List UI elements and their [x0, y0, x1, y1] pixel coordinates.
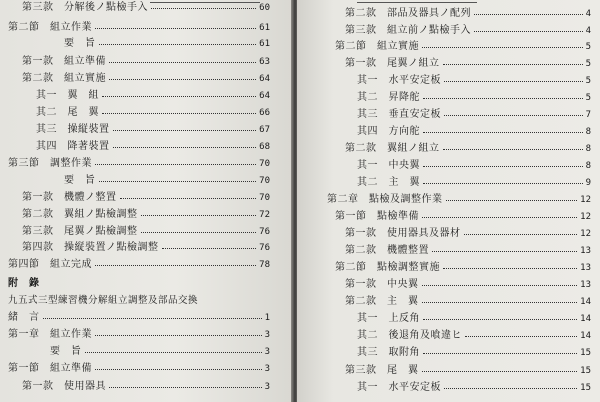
toc-entry-label: 第二節 組立作業	[8, 22, 92, 33]
toc-entry	[357, 176, 591, 190]
toc-entry-page: 5	[585, 76, 591, 86]
toc-entry-label: 第三節 調整作業	[8, 158, 92, 169]
toc-entry-label: 其四 方向舵	[357, 126, 420, 137]
toc-entry-label: 其三 操縦裝置	[36, 124, 110, 135]
toc-entry-label: 第一款 機體ノ整置	[22, 192, 117, 203]
toc-entry	[8, 258, 270, 272]
toc-entry-label: 第一款 使用器具	[22, 381, 106, 392]
toc-entry-page: 5	[585, 42, 591, 52]
toc-entry-page: 1	[264, 313, 270, 323]
toc-entry-label: 第三款 組立前ノ點檢手入	[345, 25, 471, 36]
toc-entry-page: 13	[580, 246, 591, 256]
toc-entry-label: 第一章 組立作業	[8, 329, 92, 340]
toc-entry	[357, 125, 591, 139]
toc-entry	[22, 72, 270, 86]
toc-entry-page: 13	[580, 280, 591, 290]
dot-leader	[99, 44, 257, 45]
toc-entry-label: 其二 尾 翼	[36, 107, 99, 118]
toc-entry-label: 第一節 組立準備	[8, 363, 92, 374]
toc-entry-page: 8	[585, 127, 591, 137]
toc-entry-label: 其一 上反角	[357, 313, 420, 324]
toc-entry-page: 5	[585, 59, 591, 69]
toc-entry	[36, 123, 270, 137]
dot-leader	[423, 319, 577, 320]
toc-entry-label: 緒 言	[8, 312, 40, 323]
toc-entry-label: 其一 中央翼	[357, 160, 420, 171]
toc-entry	[8, 362, 270, 376]
toc-entry-label: 其三 取附角	[357, 347, 420, 358]
toc-entry-page: 8	[585, 161, 591, 171]
toc-entry	[327, 193, 591, 207]
toc-entry-page: 15	[580, 366, 591, 376]
toc-entry-page: 61	[259, 39, 270, 49]
toc-entry-label: 第二款 組立實施	[22, 73, 106, 84]
toc-entry-page: 12	[580, 229, 591, 239]
toc-entry	[345, 24, 591, 38]
toc-entry-label: 第一款 尾翼ノ組立	[345, 58, 440, 69]
toc-entry	[64, 174, 270, 188]
toc-entry-label: 第四款 操縦裝置ノ點檢調整	[22, 242, 159, 253]
toc-entry	[22, 191, 270, 205]
dot-leader	[99, 181, 257, 182]
toc-entry	[50, 345, 270, 359]
dot-leader	[120, 198, 257, 199]
dot-leader	[95, 164, 256, 165]
toc-entry-label: 第二款 翼組ノ組立	[345, 143, 440, 154]
toc-entry-label: 其一 水平安定板	[357, 382, 441, 393]
toc-entry-page: 9	[585, 178, 591, 188]
toc-entry-label: 其一 水平安定板	[357, 75, 441, 86]
toc-entry	[345, 278, 591, 292]
toc-entry	[357, 346, 591, 360]
toc-entry	[357, 74, 591, 88]
toc-entry-label: 第二款 機體整置	[345, 245, 429, 256]
dot-leader	[444, 81, 583, 82]
toc-entry-label: 第一節 點檢準備	[335, 211, 419, 222]
dot-leader	[443, 268, 577, 269]
toc-entry	[357, 381, 591, 395]
toc-entry-page: 76	[259, 243, 270, 253]
toc-entry	[36, 140, 270, 154]
dot-leader	[464, 234, 578, 235]
appendix-title: 附 錄	[8, 278, 40, 289]
toc-entry-page: 14	[580, 331, 591, 341]
toc-entry-page: 4	[585, 9, 591, 19]
dot-leader	[443, 64, 583, 65]
toc-entry	[36, 106, 270, 120]
toc-entry	[335, 261, 591, 275]
toc-entry-label: 其一 翼 組	[36, 90, 99, 101]
dot-leader	[423, 166, 583, 167]
dot-leader	[162, 248, 257, 249]
dot-leader	[141, 215, 257, 216]
dot-leader	[95, 28, 256, 29]
dot-leader	[43, 318, 262, 319]
toc-entry-page: 12	[580, 212, 591, 222]
toc-entry-label: 要 旨	[50, 346, 82, 357]
toc-entry	[22, 208, 270, 222]
toc-entry-label: 其三 垂直安定板	[357, 109, 441, 120]
toc-entry	[345, 142, 591, 156]
dot-leader	[422, 302, 578, 303]
toc-entry-label: 第四節 組立完成	[8, 259, 92, 270]
toc-entry	[357, 91, 591, 105]
toc-entry-label: 要 旨	[64, 175, 96, 186]
dot-leader	[422, 371, 578, 372]
dot-leader	[422, 285, 578, 286]
toc-entry-page: 13	[580, 263, 591, 273]
toc-entry-label: 要 旨	[64, 38, 96, 49]
toc-entry-label: 第二款 部品及器具ノ配列	[345, 8, 471, 19]
toc-entry-label: 第二款 翼組ノ點檢調整	[22, 209, 138, 220]
toc-entry-page: 70	[259, 159, 270, 169]
toc-entry	[357, 312, 591, 326]
toc-entry	[22, 241, 270, 255]
dot-leader	[443, 149, 583, 150]
toc-entry	[64, 37, 270, 51]
dot-leader	[446, 200, 578, 201]
toc-entry-label: 第一款 中央翼	[345, 279, 419, 290]
toc-entry-page: 67	[259, 125, 270, 135]
dot-leader	[474, 31, 583, 32]
dot-leader	[423, 98, 583, 99]
toc-entry	[36, 89, 270, 103]
toc-entry-page: 3	[264, 364, 270, 374]
toc-entry	[8, 311, 270, 325]
dot-leader	[85, 352, 262, 353]
toc-entry-label: 第二節 點檢調整實施	[335, 262, 440, 273]
dot-leader	[422, 47, 583, 48]
toc-entry-page: 61	[259, 23, 270, 33]
toc-entry-label: 第二章 點檢及調整作業	[327, 194, 443, 205]
right-page	[297, 0, 600, 402]
toc-entry-page: 14	[580, 297, 591, 307]
toc-entry	[22, 1, 270, 15]
toc-entry	[345, 295, 591, 309]
toc-entry	[345, 57, 591, 71]
dot-leader	[109, 387, 262, 388]
toc-entry-label: 第三款 尾 翼	[345, 365, 419, 376]
toc-entry-label: 第二款 主 翼	[345, 296, 419, 307]
dot-leader	[113, 147, 257, 148]
toc-entry-label: 第一款 使用器具及器材	[345, 228, 461, 239]
dot-leader	[113, 130, 257, 131]
toc-entry-page: 3	[264, 382, 270, 392]
dot-leader	[109, 62, 256, 63]
toc-entry	[345, 227, 591, 241]
toc-entry-label: 其四 降著裝置	[36, 141, 110, 152]
toc-entry	[22, 225, 270, 239]
dot-leader	[423, 132, 583, 133]
appendix-subtitle: 九五式三型練習機分解組立調整及部品交換	[8, 295, 199, 306]
toc-entry-page: 12	[580, 195, 591, 205]
toc-entry-page: 3	[264, 330, 270, 340]
toc-entry	[335, 210, 591, 224]
toc-entry-label: 其二 主 翼	[357, 177, 420, 188]
toc-entry	[345, 244, 591, 258]
toc-entry-page: 70	[259, 176, 270, 186]
toc-entry	[357, 159, 591, 173]
dot-leader	[422, 217, 577, 218]
toc-entry-page: 76	[259, 227, 270, 237]
dot-leader	[95, 265, 256, 266]
toc-entry	[357, 108, 591, 122]
toc-entry	[8, 21, 270, 35]
toc-entry-page: 63	[259, 57, 270, 67]
top-rule	[357, 2, 477, 3]
dot-leader	[102, 96, 256, 97]
toc-entry-label: 第一款 組立準備	[22, 56, 106, 67]
dot-leader	[423, 183, 583, 184]
toc-entry-page: 64	[259, 74, 270, 84]
toc-entry-page: 66	[259, 108, 270, 118]
toc-entry-page: 4	[585, 26, 591, 36]
toc-entry-label: 其二 後退角及喰違ヒ	[357, 330, 462, 341]
dot-leader	[95, 335, 262, 336]
toc-entry-page: 15	[580, 348, 591, 358]
toc-entry	[8, 157, 270, 171]
toc-entry-page: 68	[259, 142, 270, 152]
dot-leader	[109, 79, 256, 80]
toc-entry	[345, 7, 591, 21]
dot-leader	[474, 14, 583, 15]
left-page	[0, 0, 293, 402]
dot-leader	[465, 336, 577, 337]
toc-entry-page: 8	[585, 144, 591, 154]
toc-entry-page: 70	[259, 193, 270, 203]
toc-entry-page: 64	[259, 91, 270, 101]
toc-entry-page: 60	[259, 3, 270, 13]
toc-entry-page: 72	[259, 210, 270, 220]
toc-entry-label: 第三款 尾翼ノ點檢調整	[22, 226, 138, 237]
toc-entry	[345, 364, 591, 378]
dot-leader	[151, 8, 256, 9]
dot-leader	[141, 232, 257, 233]
toc-entry	[335, 40, 591, 54]
toc-entry-page: 14	[580, 314, 591, 324]
dot-leader	[102, 113, 256, 114]
toc-entry-label: 其二 昇降舵	[357, 92, 420, 103]
toc-entry-label: 第三款 分解後ノ點檢手入	[22, 2, 148, 13]
dot-leader	[432, 251, 577, 252]
dot-leader	[444, 388, 577, 389]
dot-leader	[444, 115, 583, 116]
dot-leader	[95, 369, 262, 370]
toc-entry-page: 7	[585, 110, 591, 120]
toc-entry-page: 78	[259, 260, 270, 270]
toc-entry	[22, 380, 270, 394]
toc-entry	[357, 329, 591, 343]
toc-entry-page: 15	[580, 383, 591, 393]
toc-entry	[8, 328, 270, 342]
dot-leader	[423, 353, 577, 354]
toc-entry-page: 5	[585, 93, 591, 103]
toc-entry	[22, 55, 270, 69]
toc-entry-label: 第二節 組立實施	[335, 41, 419, 52]
toc-entry-page: 3	[264, 347, 270, 357]
